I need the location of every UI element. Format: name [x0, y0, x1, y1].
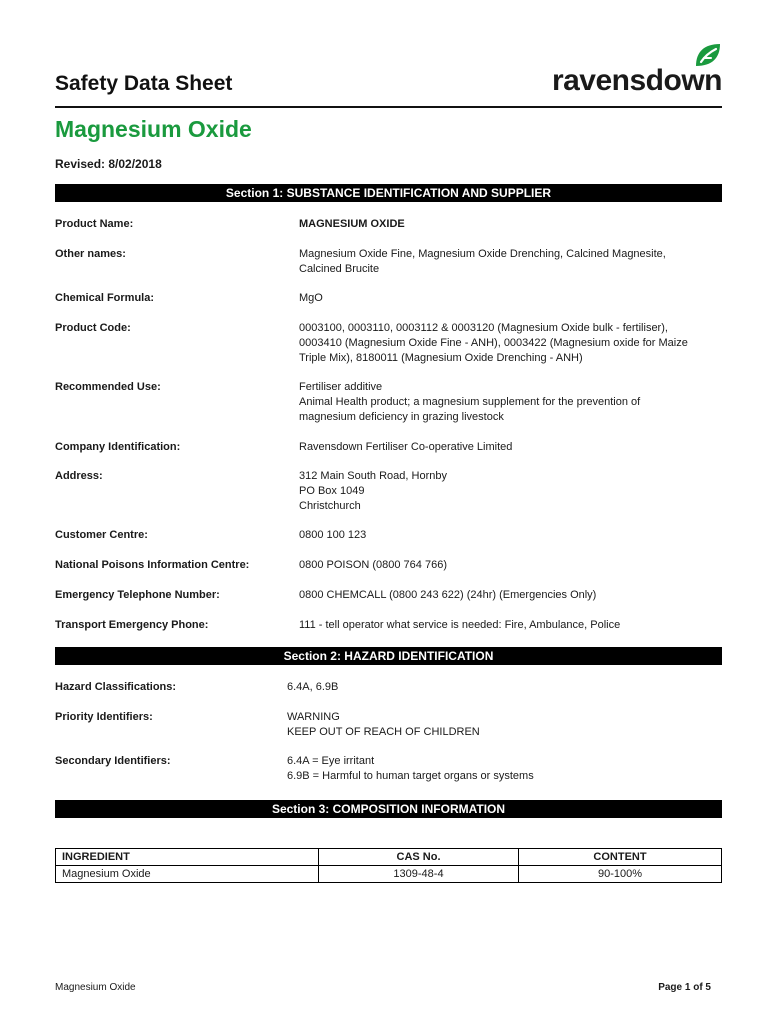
- field-label: Company Identification:: [55, 441, 181, 453]
- column-header-cas: CAS No.: [319, 849, 519, 866]
- field-value: WARNING KEEP OUT OF REACH OF CHILDREN: [287, 711, 480, 738]
- cell-content: 90-100%: [519, 866, 722, 883]
- section-2-heading: Section 2: HAZARD IDENTIFICATION: [55, 647, 722, 665]
- field-label: Chemical Formula:: [55, 292, 155, 304]
- field-label: Secondary Identifiers:: [55, 755, 171, 767]
- field-value: Magnesium Oxide Fine, Magnesium Oxide Drenching, Calcined Magnesite, Calcined Brucite: [299, 248, 666, 275]
- field-value: MgO: [299, 292, 323, 304]
- field-label: Recommended Use:: [55, 381, 161, 393]
- footer-page-number: Page 1 of 5: [658, 982, 711, 993]
- section-3-heading: Section 3: COMPOSITION INFORMATION: [55, 800, 722, 818]
- field-value: 0800 POISON (0800 764 766): [299, 559, 447, 571]
- footer-document-name: Magnesium Oxide: [55, 982, 136, 993]
- cell-cas: 1309-48-4: [319, 866, 519, 883]
- field-value: 0800 100 123: [299, 529, 367, 541]
- cell-ingredient: Magnesium Oxide: [56, 866, 319, 883]
- header-title: Safety Data Sheet: [55, 72, 233, 95]
- composition-table: [55, 848, 722, 883]
- revised-date: Revised: 8/02/2018: [55, 157, 162, 171]
- field-value: 312 Main South Road, Hornby PO Box 1049 Christchurch: [299, 470, 447, 512]
- field-label: Product Code:: [55, 322, 131, 334]
- column-header-content: CONTENT: [519, 849, 722, 866]
- field-value: 6.4A = Eye irritant 6.9B = Harmful to human target organs or systems: [287, 755, 534, 782]
- field-label: Hazard Classifications:: [55, 681, 177, 693]
- header-divider: [55, 106, 722, 108]
- company-logo: [522, 42, 722, 98]
- field-label: Address:: [55, 470, 103, 482]
- logo-text: ravensdown: [551, 64, 722, 97]
- field-value: 111 - tell operator what service is needed: Fire, Ambulance, Police: [299, 619, 621, 631]
- table-header-row: [56, 849, 722, 866]
- field-label: Transport Emergency Phone:: [55, 619, 209, 631]
- section-1-heading: Section 1: SUBSTANCE IDENTIFICATION AND SUPPLIER: [55, 184, 722, 202]
- field-value: MAGNESIUM OXIDE: [299, 218, 405, 230]
- field-value: Ravensdown Fertiliser Co-operative Limited: [299, 441, 513, 453]
- field-label: Customer Centre:: [55, 529, 148, 541]
- field-label: Product Name:: [55, 218, 134, 230]
- field-value: 0003100, 0003110, 0003112 & 0003120 (Magnesium Oxide bulk - fertiliser), 0003410 (Magnesium Oxide Fine - ANH), 0003422 (Magnesium oxide for Maize Triple Mix), 8180011 (Magnesium Oxide Drenching - ANH): [299, 322, 688, 364]
- field-label: National Poisons Information Centre:: [55, 559, 250, 571]
- field-value: Fertiliser additive Animal Health product; a magnesium supplement for the prevention of magnesium deficiency in grazing livestock: [299, 381, 641, 423]
- table-row: [56, 866, 722, 883]
- field-label: Other names:: [55, 248, 126, 260]
- field-value: 0800 CHEMCALL (0800 243 622) (24hr) (Emergencies Only): [299, 589, 597, 601]
- document-title: Magnesium Oxide: [55, 116, 252, 142]
- column-header-ingredient: INGREDIENT: [56, 849, 319, 866]
- field-label: Priority Identifiers:: [55, 711, 153, 723]
- field-label: Emergency Telephone Number:: [55, 589, 220, 601]
- field-value: 6.4A, 6.9B: [287, 681, 339, 693]
